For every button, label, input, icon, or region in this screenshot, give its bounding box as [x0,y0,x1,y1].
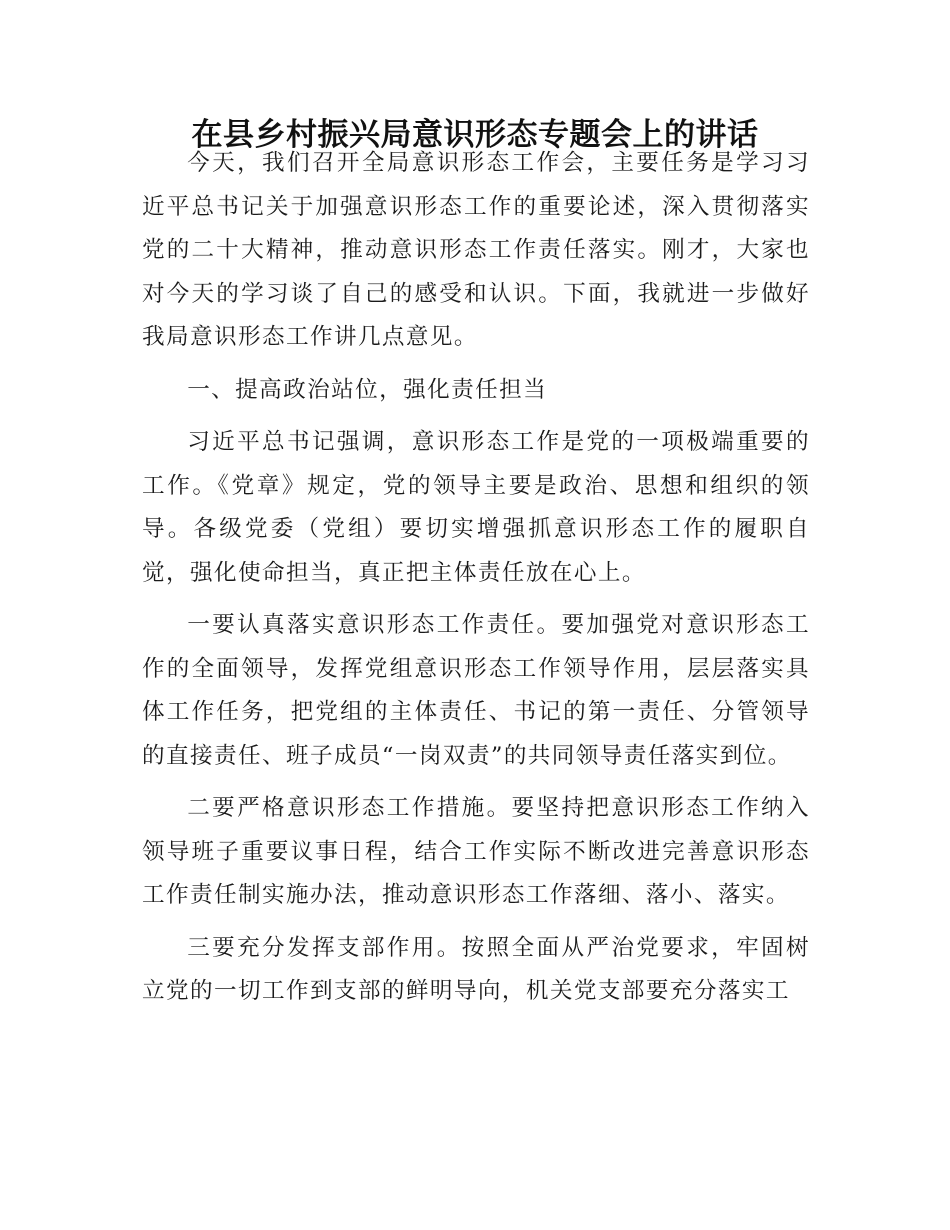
paragraph-point-1: 一要认真落实意识形态工作责任。要加强党对意识形态工作的全面领导，发挥党组意识形态工作领导作用，层层落实具体工作任务，把党组的主体责任、书记的第一责任、分管领导的直接责任、班子成员“一岗双责”的共同领导责任落实到位。 [142,612,810,769]
section-heading-1: 一、提高政治站位，强化责任担当 [187,376,548,403]
paragraph-intro: 今天，我们召开全局意识形态工作会，主要任务是学习习近平总书记关于加强意识形态工作的重要论述，深入贯彻落实党的二十大精神，推动意识形态工作责任落实。刚才，大家也对今天的学习谈了自己的感受和认识。下面，我就进一步做好我局意识形态工作讲几点意见。 [142,150,810,350]
paragraph-point-2: 二要严格意识形态工作措施。要坚持把意识形态工作纳入领导班子重要议事日程，结合工作实际不断改进完善意识形态工作责任制实施办法，推动意识形态工作落细、落小、落实。 [142,795,810,908]
document-title: 在县乡村振兴局意识形态专题会上的讲话 [191,117,759,153]
document-body [142,142,810,1014]
paragraph-section-1: 习近平总书记强调，意识形态工作是党的一项极端重要的工作。《党章》规定，党的领导主要是政治、思想和组织的领导。各级党委（党组）要切实增强抓意识形态工作的履职自觉，强化使命担当，真正把主体责任放在心上。 [142,429,810,586]
paragraph-point-3: 三要充分发挥支部作用。按照全面从严治党要求，牢固树立党的一切工作到支部的鲜明导向，机关党支部要充分落实工 [142,934,810,1004]
